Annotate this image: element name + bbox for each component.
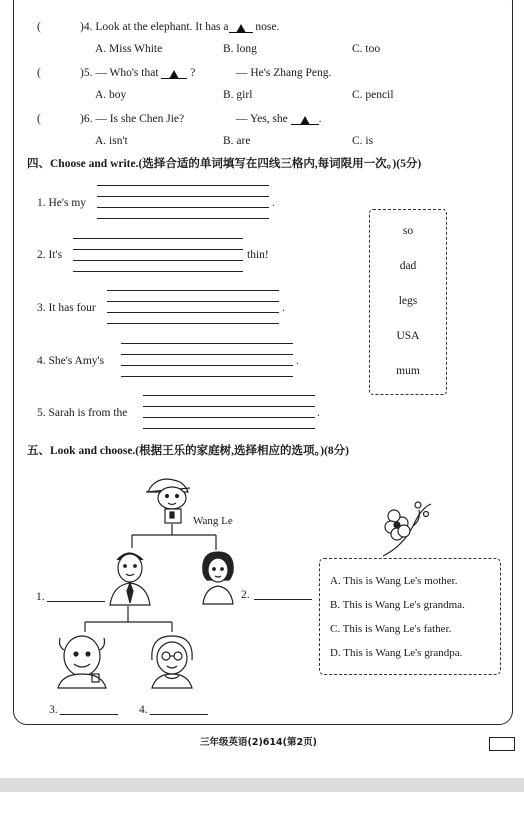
grandpa-figure: [58, 636, 106, 688]
q4-stem: )4. Look at the elephant. It has a nose.: [80, 21, 280, 33]
s4-item2-text: 2. It's: [37, 249, 63, 261]
q5-option-a: A. boy: [95, 89, 127, 101]
grandma-figure: [152, 636, 192, 688]
q6-option-b: B. are: [223, 135, 251, 147]
answer-1-label: 1.: [36, 591, 45, 603]
q6-reply: — Yes, she .: [236, 113, 322, 125]
q5-stem: )5. — Who's that ?: [80, 67, 196, 79]
q5-option-c: C. pencil: [352, 89, 394, 101]
q4-option-a: A. Miss White: [95, 43, 163, 55]
s4-item5-text: 5. Sarah is from the: [37, 407, 128, 419]
option-b: B. This is Wang Le's grandma.: [330, 599, 465, 611]
word-bank-item: so: [402, 225, 414, 237]
q6-paren: (: [37, 113, 41, 125]
s4-item5-end: .: [317, 407, 320, 419]
answer-2-label: 2.: [241, 589, 250, 601]
q6-option-a: A. isn't: [95, 135, 128, 147]
q5-option-b: B. girl: [223, 89, 253, 101]
option-c: C. This is Wang Le's father.: [330, 623, 452, 635]
s4-item4-end: .: [296, 355, 299, 367]
options-box: [319, 558, 501, 675]
answer-3-blank[interactable]: [60, 714, 118, 715]
flower-icon: [383, 502, 431, 556]
answer-4-label: 4.: [139, 704, 148, 716]
q4-option-b: B. long: [223, 43, 257, 55]
wang-le-figure: [146, 479, 190, 523]
option-d: D. This is Wang Le's grandpa.: [330, 647, 463, 659]
section4-heading: 四、Choose and write.(选择合适的单词填写在四线三格内,每词限用一次。)(5分): [27, 158, 422, 170]
q6-stem: )6. — Is she Chen Jie?: [80, 113, 185, 125]
scan-gray-band: [0, 778, 524, 792]
section5-heading: 五、Look and choose.(根据王乐的家庭树,选择相应的选项。)(8分): [27, 445, 350, 457]
q5-reply: — He's Zhang Peng.: [236, 67, 332, 79]
score-box: [489, 737, 515, 751]
s4-item1-text: 1. He's my: [37, 197, 87, 209]
answer-4-blank[interactable]: [150, 714, 208, 715]
option-a: A. This is Wang Le's mother.: [330, 575, 458, 587]
answer-1-blank[interactable]: [47, 601, 105, 602]
s4-item3-text: 3. It has four: [37, 302, 96, 314]
s4-item4-text: 4. She's Amy's: [37, 355, 105, 367]
mother-figure: [203, 552, 233, 604]
s4-item3-end: .: [282, 302, 285, 314]
page-footer: 三年级英语(2)614(第2页): [200, 737, 317, 748]
word-bank-item: dad: [399, 260, 417, 272]
word-bank-item: USA: [396, 330, 420, 342]
word-bank-item: legs: [398, 295, 418, 307]
word-bank-item: mum: [396, 365, 420, 377]
wang-le-name: Wang Le: [193, 515, 233, 527]
answer-3-label: 3.: [49, 704, 58, 716]
q6-option-c: C. is: [352, 135, 374, 147]
answer-2-blank[interactable]: [254, 599, 312, 600]
father-figure: [110, 553, 150, 605]
s4-item1-end: .: [272, 197, 275, 209]
s4-item2-end: thin!: [247, 249, 269, 261]
q5-paren: (: [37, 67, 41, 79]
q4-option-c: C. too: [352, 43, 381, 55]
q4-paren: (: [37, 21, 41, 33]
